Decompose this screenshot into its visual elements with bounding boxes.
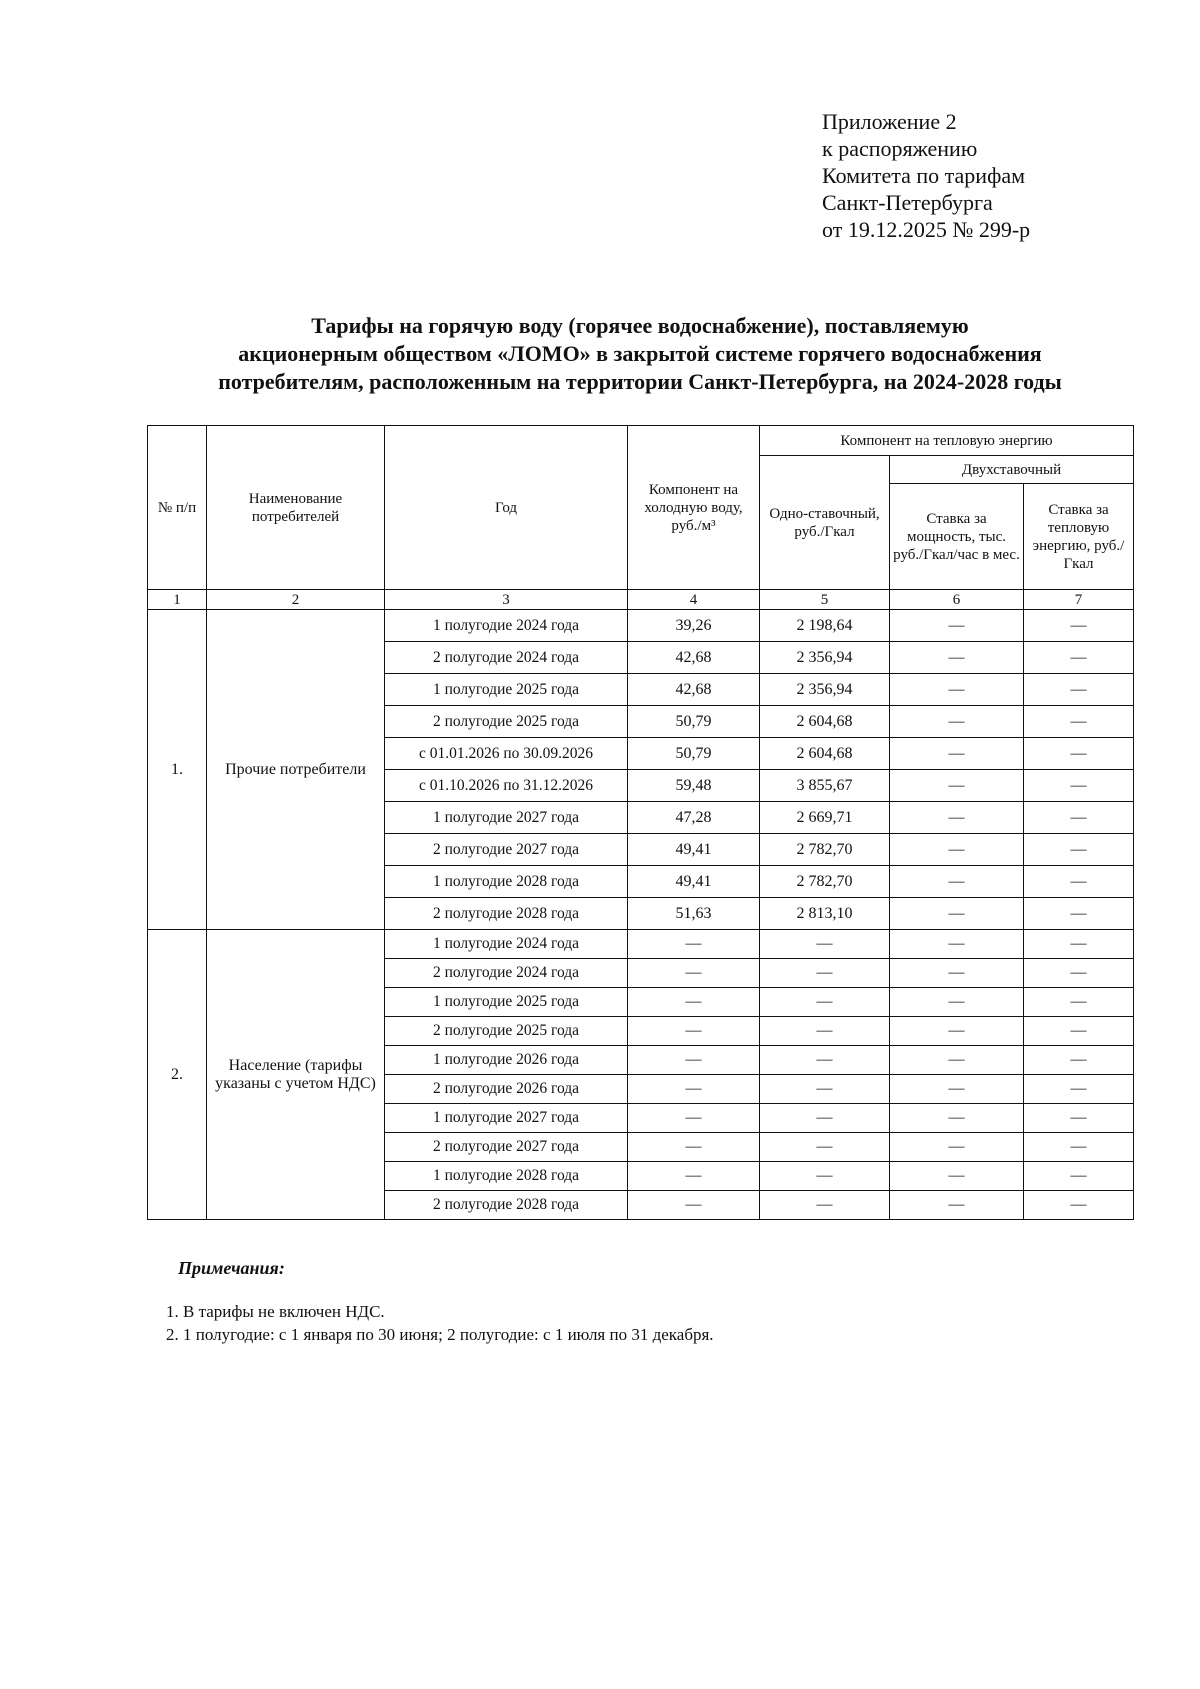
column-number: 3	[385, 590, 628, 610]
single-rate-cell: 2 604,68	[760, 738, 890, 770]
energy-rate-cell: —	[1024, 802, 1134, 834]
single-rate-cell: —	[760, 930, 890, 959]
single-rate-cell: —	[760, 1046, 890, 1075]
period-cell: 1 полугодие 2024 года	[385, 930, 628, 959]
capacity-rate-cell: —	[890, 959, 1024, 988]
period-cell: 1 полугодие 2026 года	[385, 1046, 628, 1075]
header-two-rate: Двухставочный	[890, 456, 1134, 484]
energy-rate-cell: —	[1024, 738, 1134, 770]
cold-water-cell: 51,63	[628, 898, 760, 930]
single-rate-cell: —	[760, 959, 890, 988]
energy-rate-cell: —	[1024, 674, 1134, 706]
appendix-line: Комитета по тарифам	[822, 163, 1026, 188]
energy-rate-cell: —	[1024, 770, 1134, 802]
cold-water-cell: —	[628, 1046, 760, 1075]
cold-water-cell: 49,41	[628, 866, 760, 898]
column-number: 5	[760, 590, 890, 610]
notes-title: Примечания:	[178, 1258, 285, 1278]
capacity-rate-cell: —	[890, 674, 1024, 706]
cold-water-cell: 42,68	[628, 642, 760, 674]
appendix-block	[822, 108, 1030, 243]
cold-water-cell: —	[628, 1017, 760, 1046]
energy-rate-cell: —	[1024, 898, 1134, 930]
period-cell: 1 полугодие 2028 года	[385, 866, 628, 898]
cold-water-cell: —	[628, 1162, 760, 1191]
period-cell: 2 полугодие 2025 года	[385, 1017, 628, 1046]
single-rate-cell: —	[760, 1075, 890, 1104]
cold-water-cell: 42,68	[628, 674, 760, 706]
cold-water-cell: —	[628, 959, 760, 988]
single-rate-cell: 2 669,71	[760, 802, 890, 834]
column-number: 2	[207, 590, 385, 610]
title-line: Тарифы на горячую воду (горячее водоснабжение), поставляемую	[311, 313, 969, 338]
header-num: № п/п	[148, 426, 207, 590]
group-number: 2.	[148, 930, 207, 1220]
single-rate-cell: 2 356,94	[760, 642, 890, 674]
energy-rate-cell: —	[1024, 1191, 1134, 1220]
cold-water-cell: 39,26	[628, 610, 760, 642]
period-cell: с 01.10.2026 по 31.12.2026	[385, 770, 628, 802]
appendix-line: Санкт-Петербурга	[822, 190, 993, 215]
energy-rate-cell: —	[1024, 1017, 1134, 1046]
period-cell: 2 полугодие 2025 года	[385, 706, 628, 738]
period-cell: 1 полугодие 2025 года	[385, 674, 628, 706]
appendix-line: Приложение 2	[822, 109, 957, 134]
single-rate-cell: 2 782,70	[760, 866, 890, 898]
energy-rate-cell: —	[1024, 959, 1134, 988]
single-rate-cell: —	[760, 1133, 890, 1162]
period-cell: 2 полугодие 2027 года	[385, 1133, 628, 1162]
group-name: Население (тарифы указаны с учетом НДС)	[207, 930, 385, 1220]
energy-rate-cell: —	[1024, 1133, 1134, 1162]
capacity-rate-cell: —	[890, 898, 1024, 930]
cold-water-cell: —	[628, 1133, 760, 1162]
capacity-rate-cell: —	[890, 1162, 1024, 1191]
period-cell: 1 полугодие 2027 года	[385, 802, 628, 834]
energy-rate-cell: —	[1024, 1104, 1134, 1133]
period-cell: 2 полугодие 2024 года	[385, 642, 628, 674]
capacity-rate-cell: —	[890, 610, 1024, 642]
period-cell: 1 полугодие 2025 года	[385, 988, 628, 1017]
column-number: 1	[148, 590, 207, 610]
energy-rate-cell: —	[1024, 988, 1134, 1017]
period-cell: с 01.01.2026 по 30.09.2026	[385, 738, 628, 770]
capacity-rate-cell: —	[890, 988, 1024, 1017]
cold-water-cell: 47,28	[628, 802, 760, 834]
capacity-rate-cell: —	[890, 770, 1024, 802]
capacity-rate-cell: —	[890, 834, 1024, 866]
capacity-rate-cell: —	[890, 930, 1024, 959]
single-rate-cell: 2 604,68	[760, 706, 890, 738]
header-consumer: Наименование потребителей	[207, 426, 385, 590]
title-line: акционерным обществом «ЛОМО» в закрытой системе горячего водоснабжения	[238, 341, 1042, 366]
notes-list	[166, 1300, 714, 1346]
group-name: Прочие потребители	[207, 610, 385, 930]
appendix-line: от 19.12.2025 № 299-р	[822, 217, 1031, 242]
single-rate-cell: 3 855,67	[760, 770, 890, 802]
header-heat-component: Компонент на тепловую энергию	[760, 426, 1134, 456]
cold-water-cell: 49,41	[628, 834, 760, 866]
capacity-rate-cell: —	[890, 1104, 1024, 1133]
single-rate-cell: —	[760, 1191, 890, 1220]
single-rate-cell: —	[760, 1162, 890, 1191]
header-energy-rate: Ставка за тепловую энергию, руб./Гкал	[1024, 484, 1134, 590]
cold-water-cell: 59,48	[628, 770, 760, 802]
table-row	[148, 930, 1134, 959]
cold-water-cell: —	[628, 930, 760, 959]
cold-water-cell: —	[628, 988, 760, 1017]
capacity-rate-cell: —	[890, 706, 1024, 738]
capacity-rate-cell: —	[890, 1191, 1024, 1220]
period-cell: 2 полугодие 2028 года	[385, 898, 628, 930]
header-single-rate: Одно-ставочный, руб./Гкал	[760, 456, 890, 590]
period-cell: 1 полугодие 2028 года	[385, 1162, 628, 1191]
group-number: 1.	[148, 610, 207, 930]
capacity-rate-cell: —	[890, 738, 1024, 770]
capacity-rate-cell: —	[890, 1017, 1024, 1046]
single-rate-cell: 2 356,94	[760, 674, 890, 706]
energy-rate-cell: —	[1024, 706, 1134, 738]
column-number: 7	[1024, 590, 1134, 610]
cold-water-cell: —	[628, 1075, 760, 1104]
cold-water-cell: 50,79	[628, 738, 760, 770]
cold-water-cell: 50,79	[628, 706, 760, 738]
header-cold-water: Компонент на холодную воду, руб./м³	[628, 426, 760, 590]
period-cell: 2 полугодие 2028 года	[385, 1191, 628, 1220]
period-cell: 2 полугодие 2024 года	[385, 959, 628, 988]
single-rate-cell: —	[760, 1104, 890, 1133]
energy-rate-cell: —	[1024, 930, 1134, 959]
single-rate-cell: —	[760, 988, 890, 1017]
appendix-line: к распоряжению	[822, 136, 978, 161]
period-cell: 2 полугодие 2027 года	[385, 834, 628, 866]
energy-rate-cell: —	[1024, 1075, 1134, 1104]
energy-rate-cell: —	[1024, 642, 1134, 674]
single-rate-cell: 2 198,64	[760, 610, 890, 642]
column-number: 4	[628, 590, 760, 610]
energy-rate-cell: —	[1024, 1046, 1134, 1075]
header-capacity-rate: Ставка за мощность, тыс. руб./Гкал/час в мес.	[890, 484, 1024, 590]
single-rate-cell: 2 813,10	[760, 898, 890, 930]
single-rate-cell: 2 782,70	[760, 834, 890, 866]
tariff-table	[147, 425, 1134, 1220]
energy-rate-cell: —	[1024, 1162, 1134, 1191]
period-cell: 2 полугодие 2026 года	[385, 1075, 628, 1104]
capacity-rate-cell: —	[890, 1075, 1024, 1104]
cold-water-cell: —	[628, 1104, 760, 1133]
single-rate-cell: —	[760, 1017, 890, 1046]
title-line: потребителям, расположенным на территории Санкт-Петербурга, на 2024-2028 годы	[218, 369, 1062, 394]
document-title	[140, 312, 1140, 396]
period-cell: 1 полугодие 2027 года	[385, 1104, 628, 1133]
capacity-rate-cell: —	[890, 802, 1024, 834]
table-row	[148, 610, 1134, 642]
column-number: 6	[890, 590, 1024, 610]
capacity-rate-cell: —	[890, 1046, 1024, 1075]
note-item: 2. 1 полугодие: с 1 января по 30 июня; 2 полугодие: с 1 июля по 31 декабря.	[166, 1325, 714, 1344]
energy-rate-cell: —	[1024, 834, 1134, 866]
note-item: 1. В тарифы не включен НДС.	[166, 1302, 385, 1321]
capacity-rate-cell: —	[890, 866, 1024, 898]
energy-rate-cell: —	[1024, 610, 1134, 642]
header-year: Год	[385, 426, 628, 590]
capacity-rate-cell: —	[890, 1133, 1024, 1162]
cold-water-cell: —	[628, 1191, 760, 1220]
period-cell: 1 полугодие 2024 года	[385, 610, 628, 642]
energy-rate-cell: —	[1024, 866, 1134, 898]
capacity-rate-cell: —	[890, 642, 1024, 674]
